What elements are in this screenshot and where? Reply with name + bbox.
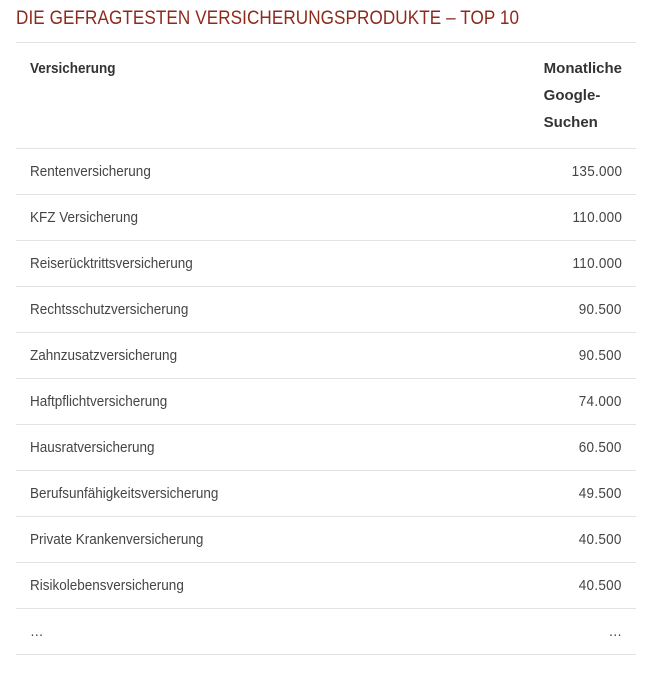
row-searches <box>530 379 636 425</box>
row-searches <box>530 333 636 379</box>
row-product-label: Rechtsschutzversicherung <box>30 300 189 318</box>
row-searches-value: 40.500 <box>579 576 622 594</box>
row-product <box>16 333 530 379</box>
header-searches <box>530 43 636 149</box>
row-searches-value: 110.000 <box>572 254 622 272</box>
row-product-label: Reiserücktrittsversicherung <box>30 254 193 272</box>
row-product-label: Berufsunfähigkeitsversicherung <box>30 484 219 502</box>
row-searches-value: 40.500 <box>579 530 622 548</box>
row-searches-value: 90.500 <box>579 346 622 364</box>
row-product <box>16 149 530 195</box>
row-product-label: … <box>30 622 44 640</box>
table-header <box>16 43 636 149</box>
table-row <box>16 563 636 609</box>
table-row <box>16 609 636 655</box>
row-searches <box>530 241 636 287</box>
table-row <box>16 379 636 425</box>
row-searches-value: 60.500 <box>579 438 622 456</box>
row-product <box>16 287 530 333</box>
table-row <box>16 195 636 241</box>
table-row <box>16 241 636 287</box>
row-searches-value: 90.500 <box>579 300 622 318</box>
row-searches-value: 135.000 <box>571 162 622 180</box>
row-searches <box>530 563 636 609</box>
row-product <box>16 517 530 563</box>
row-searches <box>530 471 636 517</box>
row-searches <box>530 195 636 241</box>
table-row <box>16 333 636 379</box>
table-row <box>16 149 636 195</box>
insurance-table <box>16 42 636 655</box>
row-searches <box>530 609 636 655</box>
row-product-label: Private Krankenversicherung <box>30 530 204 548</box>
table-body <box>16 149 636 655</box>
row-product <box>16 195 530 241</box>
row-product <box>16 379 530 425</box>
table-row <box>16 517 636 563</box>
row-product <box>16 563 530 609</box>
row-searches-value: 49.500 <box>579 484 622 502</box>
table-row <box>16 425 636 471</box>
header-row <box>16 43 636 149</box>
row-searches <box>530 517 636 563</box>
table-row <box>16 287 636 333</box>
header-searches-label: Monatliche Google-Suchen <box>543 60 622 131</box>
row-product <box>16 471 530 517</box>
row-searches-value: 74.000 <box>579 392 622 410</box>
header-product <box>16 43 530 149</box>
page-title: DIE GEFRAGTESTEN VERSICHERUNGSPRODUKTE – TOP 10 <box>16 8 520 29</box>
row-searches-value: … <box>608 622 622 640</box>
row-searches <box>530 425 636 471</box>
row-product-label: KFZ Versicherung <box>30 208 139 226</box>
row-searches-value: 110.000 <box>572 208 622 226</box>
row-product <box>16 241 530 287</box>
row-product-label: Risikolebensversicherung <box>30 576 184 594</box>
table-row <box>16 471 636 517</box>
row-product-label: Rentenversicherung <box>30 162 151 180</box>
row-product <box>16 425 530 471</box>
row-product-label: Hausratversicherung <box>30 438 155 456</box>
row-product-label: Zahnzusatzversicherung <box>30 346 178 364</box>
row-product-label: Haftpflichtversicherung <box>30 392 168 410</box>
row-searches <box>530 149 636 195</box>
row-product <box>16 609 530 655</box>
header-product-label: Versicherung <box>30 60 116 77</box>
row-searches <box>530 287 636 333</box>
